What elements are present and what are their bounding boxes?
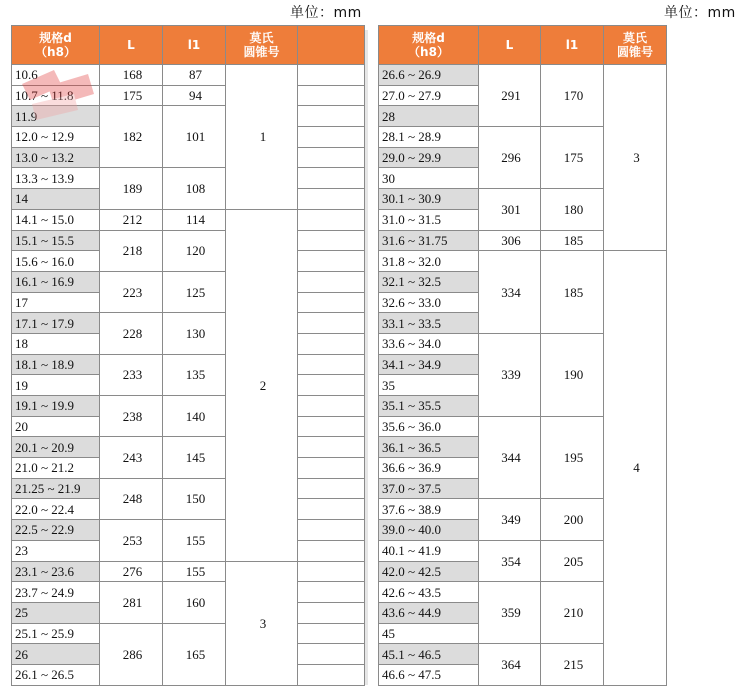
length-L-cell: 334 [479, 251, 541, 334]
spec-cell: 45.1 ~ 46.5 [379, 644, 479, 665]
spec-cell: 31.6 ~ 31.75 [379, 230, 479, 251]
blank-cell [298, 189, 365, 210]
spec-cell: 27.0 ~ 27.9 [379, 85, 479, 106]
table-row [12, 168, 365, 189]
length-L-cell: 286 [100, 623, 163, 685]
length-L-cell: 223 [100, 271, 163, 312]
blank-cell [298, 65, 365, 86]
table-row [379, 582, 741, 603]
length-l1-cell: 180 [541, 189, 604, 230]
length-L-cell: 228 [100, 313, 163, 354]
length-l1-cell: 94 [163, 85, 226, 106]
blank-cell [298, 520, 365, 541]
header-blank [667, 26, 741, 65]
length-l1-cell: 205 [541, 540, 604, 581]
length-L-cell: 212 [100, 209, 163, 230]
length-l1-cell: 170 [541, 65, 604, 127]
spec-cell: 23.1 ~ 23.6 [12, 561, 100, 582]
spec-cell: 11.9 [12, 106, 100, 127]
unit-label-right: 单位：mm [664, 5, 736, 21]
table-row [12, 478, 365, 499]
spec-cell: 37.0 ~ 37.5 [379, 478, 479, 499]
center-divider [365, 30, 368, 685]
table-row [379, 189, 741, 210]
spec-cell: 23.7 ~ 24.9 [12, 582, 100, 603]
table-row [379, 333, 741, 354]
left-spec-table [11, 25, 365, 686]
blank-cell [298, 209, 365, 230]
blank-cell [298, 561, 365, 582]
spec-cell: 31.8 ~ 32.0 [379, 251, 479, 272]
blank-cell [298, 582, 365, 603]
spec-cell: 18 [12, 333, 100, 354]
right-spec-table [378, 25, 741, 686]
spec-cell: 13.0 ~ 13.2 [12, 147, 100, 168]
table-row [12, 65, 365, 86]
length-l1-cell: 155 [163, 520, 226, 561]
blank-cell [298, 292, 365, 313]
length-L-cell: 359 [479, 582, 541, 644]
spec-cell: 26.1 ~ 26.5 [12, 664, 100, 685]
header-taper: 莫氏 圆锥号 [226, 26, 298, 65]
length-l1-cell: 185 [541, 230, 604, 251]
blank-cell [298, 85, 365, 106]
table-row [12, 520, 365, 541]
spec-cell: 14.1 ~ 15.0 [12, 209, 100, 230]
spec-cell: 46.6 ~ 47.5 [379, 664, 479, 685]
spec-cell: 22.0 ~ 22.4 [12, 499, 100, 520]
table-header-row [379, 26, 741, 65]
length-L-cell: 253 [100, 520, 163, 561]
spec-cell: 18.1 ~ 18.9 [12, 354, 100, 375]
spec-cell: 34.1 ~ 34.9 [379, 354, 479, 375]
table-row [12, 354, 365, 375]
length-L-cell: 276 [100, 561, 163, 582]
spec-cell: 12.0 ~ 12.9 [12, 127, 100, 148]
length-l1-cell: 175 [541, 127, 604, 189]
length-L-cell: 296 [479, 127, 541, 189]
spec-cell: 21.25 ~ 21.9 [12, 478, 100, 499]
length-l1-cell: 160 [163, 582, 226, 623]
table-row [379, 251, 741, 272]
table-row [12, 437, 365, 458]
length-l1-cell: 155 [163, 561, 226, 582]
spec-cell: 45 [379, 623, 479, 644]
table-row [12, 396, 365, 417]
header-L: L [100, 26, 163, 65]
spec-cell: 19.1 ~ 19.9 [12, 396, 100, 417]
table-row [12, 85, 365, 106]
length-L-cell: 281 [100, 582, 163, 623]
table-row [379, 230, 741, 251]
length-L-cell: 243 [100, 437, 163, 478]
morse-taper-cell: 2 [226, 209, 298, 561]
blank-cell [298, 106, 365, 127]
spec-cell: 32.6 ~ 33.0 [379, 292, 479, 313]
spec-cell: 17 [12, 292, 100, 313]
spec-cell: 23 [12, 540, 100, 561]
morse-taper-cell: 3 [604, 65, 667, 251]
spec-cell: 30 [379, 168, 479, 189]
blank-cell [298, 313, 365, 334]
spec-cell: 25 [12, 602, 100, 623]
spec-cell: 40.1 ~ 41.9 [379, 540, 479, 561]
spec-cell: 16.1 ~ 16.9 [12, 271, 100, 292]
morse-taper-cell: 1 [226, 65, 298, 210]
length-L-cell: 182 [100, 106, 163, 168]
spec-cell: 26 [12, 644, 100, 665]
spec-cell: 39.0 ~ 40.0 [379, 520, 479, 541]
length-l1-cell: 87 [163, 65, 226, 86]
spec-cell: 28.1 ~ 28.9 [379, 127, 479, 148]
header-l1: l1 [541, 26, 604, 65]
length-l1-cell: 210 [541, 582, 604, 644]
spec-cell: 25.1 ~ 25.9 [12, 623, 100, 644]
blank-cell [298, 271, 365, 292]
spec-cell: 26.6 ~ 26.9 [379, 65, 479, 86]
header-l1: l1 [163, 26, 226, 65]
length-l1-cell: 145 [163, 437, 226, 478]
length-L-cell: 168 [100, 65, 163, 86]
spec-cell: 33.1 ~ 33.5 [379, 313, 479, 334]
length-l1-cell: 108 [163, 168, 226, 209]
length-L-cell: 248 [100, 478, 163, 519]
table-row [379, 65, 741, 86]
length-l1-cell: 135 [163, 354, 226, 395]
header-spec: 规格d （h8） [379, 26, 479, 65]
table-row [12, 623, 365, 644]
length-L-cell: 349 [479, 499, 541, 540]
spec-cell: 30.1 ~ 30.9 [379, 189, 479, 210]
table-row [12, 230, 365, 251]
blank-cell [298, 499, 365, 520]
blank-cell [298, 147, 365, 168]
length-l1-cell: 101 [163, 106, 226, 168]
blank-cell [298, 396, 365, 417]
length-l1-cell: 120 [163, 230, 226, 271]
blank-cell [298, 375, 365, 396]
spec-cell: 19 [12, 375, 100, 396]
morse-taper-cell: 3 [226, 561, 298, 685]
blank-cell [298, 354, 365, 375]
length-L-cell: 175 [100, 85, 163, 106]
length-l1-cell: 190 [541, 333, 604, 416]
length-L-cell: 218 [100, 230, 163, 271]
length-L-cell: 301 [479, 189, 541, 230]
spec-cell: 35.1 ~ 35.5 [379, 396, 479, 417]
spec-cell: 17.1 ~ 17.9 [12, 313, 100, 334]
length-L-cell: 339 [479, 333, 541, 416]
spec-cell: 35.6 ~ 36.0 [379, 416, 479, 437]
spec-cell: 36.6 ~ 36.9 [379, 458, 479, 479]
table-row [12, 582, 365, 603]
table-header-row [12, 26, 365, 65]
blank-cell [298, 478, 365, 499]
table-row [379, 416, 741, 437]
length-l1-cell: 195 [541, 416, 604, 499]
header-L: L [479, 26, 541, 65]
table-row [12, 106, 365, 127]
spec-cell: 31.0 ~ 31.5 [379, 209, 479, 230]
length-L-cell: 233 [100, 354, 163, 395]
spec-cell: 10.6 [12, 65, 100, 86]
length-L-cell: 291 [479, 65, 541, 127]
table-row [379, 644, 741, 665]
blank-cell [298, 127, 365, 148]
spec-cell: 15.1 ~ 15.5 [12, 230, 100, 251]
spec-cell: 15.6 ~ 16.0 [12, 251, 100, 272]
length-l1-cell: 114 [163, 209, 226, 230]
spec-cell: 36.1 ~ 36.5 [379, 437, 479, 458]
header-spec: 规格d （h8） [12, 26, 100, 65]
spec-cell: 28 [379, 106, 479, 127]
length-L-cell: 344 [479, 416, 541, 499]
header-taper: 莫氏 圆锥号 [604, 26, 667, 65]
length-l1-cell: 200 [541, 499, 604, 540]
length-l1-cell: 140 [163, 396, 226, 437]
morse-taper-cell: 4 [604, 251, 667, 685]
table-row [12, 313, 365, 334]
table-row [12, 561, 365, 582]
spec-cell: 20 [12, 416, 100, 437]
blank-cell [298, 623, 365, 644]
length-l1-cell: 165 [163, 623, 226, 685]
blank-cell [298, 458, 365, 479]
length-L-cell: 354 [479, 540, 541, 581]
spec-cell: 37.6 ~ 38.9 [379, 499, 479, 520]
spec-cell: 10.7 ~ 11.8 [12, 85, 100, 106]
spec-cell: 14 [12, 189, 100, 210]
length-L-cell: 189 [100, 168, 163, 209]
length-l1-cell: 215 [541, 644, 604, 685]
length-L-cell: 364 [479, 644, 541, 685]
spec-cell: 42.0 ~ 42.5 [379, 561, 479, 582]
table-row [379, 540, 741, 561]
spec-cell: 33.6 ~ 34.0 [379, 333, 479, 354]
blank-cell [298, 168, 365, 189]
table-row [12, 209, 365, 230]
table-row [12, 271, 365, 292]
header-blank [298, 26, 365, 65]
length-l1-cell: 125 [163, 271, 226, 312]
spec-cell: 43.6 ~ 44.9 [379, 602, 479, 623]
length-l1-cell: 150 [163, 478, 226, 519]
spec-cell: 22.5 ~ 22.9 [12, 520, 100, 541]
spec-cell: 42.6 ~ 43.5 [379, 582, 479, 603]
blank-cell [298, 333, 365, 354]
unit-label-left: 单位：mm [290, 5, 362, 21]
length-L-cell: 238 [100, 396, 163, 437]
length-L-cell: 306 [479, 230, 541, 251]
blank-cell [298, 437, 365, 458]
blank-cell [298, 540, 365, 561]
length-l1-cell: 185 [541, 251, 604, 334]
spec-cell: 29.0 ~ 29.9 [379, 147, 479, 168]
spec-cell: 21.0 ~ 21.2 [12, 458, 100, 479]
length-l1-cell: 130 [163, 313, 226, 354]
blank-cell [298, 664, 365, 685]
table-row [379, 499, 741, 520]
spec-cell: 13.3 ~ 13.9 [12, 168, 100, 189]
blank-cell [298, 416, 365, 437]
blank-cell [298, 602, 365, 623]
spec-cell: 32.1 ~ 32.5 [379, 271, 479, 292]
blank-cell [298, 230, 365, 251]
blank-cell [298, 644, 365, 665]
blank-cell [298, 251, 365, 272]
table-row [379, 127, 741, 148]
spec-cell: 35 [379, 375, 479, 396]
spec-cell: 20.1 ~ 20.9 [12, 437, 100, 458]
